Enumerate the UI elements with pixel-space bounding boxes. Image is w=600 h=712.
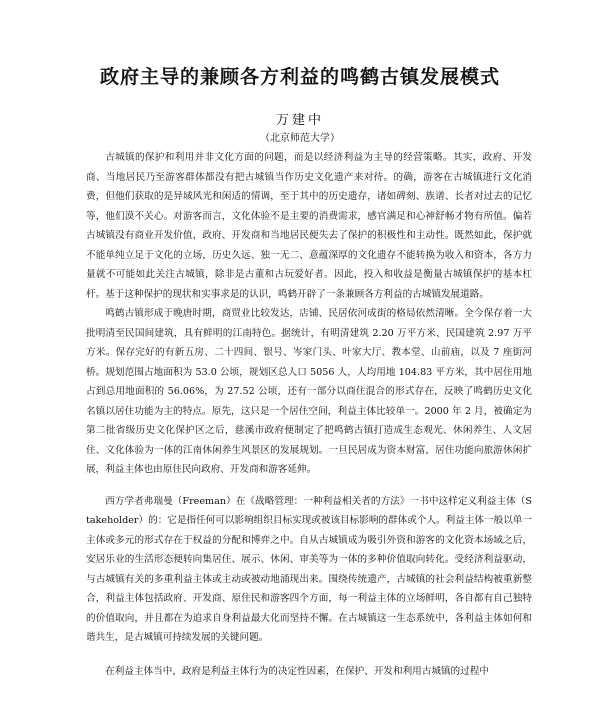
paragraph-2: 鸣鹤古镇形成于晚唐时期，商贸业比较发达，店铺、民居依河成街的格局依然清晰。全今保存着一大批明清至民国间建筑，具有鲜明的江南特色。据统计，有明清建筑 2.20 万平方米、民国建筑 2.97 万平方米。保存完好的有新五房、二十四间、银号、岑家门头、叶家大厅、教本堂、山前庙，以及 7 座街河桥。规划范围占地面积为 53.0 公顷，规划区总人口 5056 人，人均用地 104.83 平方米，其中居住用地占到总用地面积的 56.06%，为 27.52 公顷，还有一部分以商住混合的形式存在，反映了鸣鹤历史文化名镇以居住功能为主的特点。原先，这只是一个居住空间，利益主体比较单一。2000 年 2 月，被确定为第二批省级历史文化保护区之后，慈溪市政府便制定了把鸣鹤古镇打造成生态观光、休闲养生、人文居住、文化体验为一体的江南休闲养生风景区的发展规划。一旦民居成为资本财富，居住功能向旅游休闲扩展，利益主体也由原住民向政府、开发商和游客延伸。 — [86, 308, 532, 475]
paragraph-1: 古城镇的保护和利用并非文化方面的问题，而是以经济利益为主导的经营策略。其实，政府、开发商、当地居民乃至游客群体都没有把古城镇当作历史文化遗产来对待。的确，游客在古城镇进行文化消费，但他们获取的是异域风光和闲适的情调，至于其中的历史遗存，诸如碑刻、族谱、长者对过去的记忆等，他们漠不关心。对游客而言，文化体验不是主要的消费需求，感官满足和心神舒畅才物有所值。偏若古城镇没有商业开发价值，政府、开发商和当地居民便失去了保护的积极性和主动性。既然如此，保护就不能单纯立足于文化的立场，历史久远、独一无二、意蕴深厚的文化遗存不能转换为收入和资本，各方力量就不可能如此关注古城镇，除非是古董和古玩爱好者。因此，投入和收益是衡量古城镇保护的基本杠杆。基于这种保护的现状和实事求是的认识，鸣鹤开辟了一条兼顾各方利益的古城镇发展道路。 — [86, 152, 532, 300]
paragraph-3: 西方学者弗瑞曼（Freeman）在《战略管理：一种利益相关者的方法》一书中这样定义利益主体（Stakeholder）的：它是指任何可以影响组织目标实现或被该目标影响的群体或个人。利益主体一般以单一主体或多元的形式存在于权益的分配和博弈之中。自从古城镇成为吸引外资和游客的文化资本场域之后，安居乐业的生活形态便转向集居住、展示、休闲、审美等为一体的多种价值取向转化。受经济利益驱动，与古城镇有关的多重利益主体或主动或被动地涌现出来。围绕传统遗产，古城镇的社会利益结构被重新整合，利益主体包括政府、开发商、原住民和游客四个方面，每一利益主体的立场鲜明，各自都有自己独特的价值取向，并且都在为追求自身利益最大化而坚持不懈。在古城镇这一生态系统中，各利益主体如何和谐共生，是古城镇可持续发展的关键问题。 — [86, 495, 532, 643]
paragraph-4: 在利益主体当中，政府是利益主体行为的决定性因素，在保护、开发和利用古城镇的过程中 — [105, 665, 489, 677]
article-body — [86, 148, 532, 681]
article-title: 政府主导的兼顾各方利益的鸣鹤古镇发展模式 — [99, 66, 500, 88]
article-author: 万建中 — [275, 113, 324, 128]
author-affiliation: （北京师范大学） — [260, 133, 340, 144]
